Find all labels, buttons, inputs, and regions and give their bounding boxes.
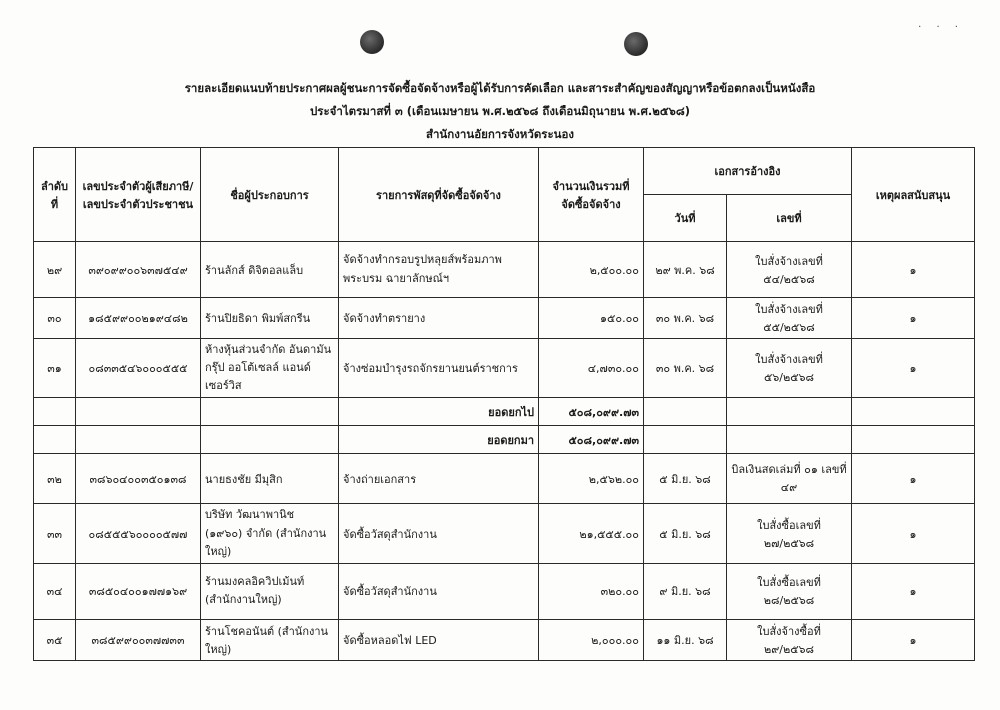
table-row <box>34 504 975 563</box>
cell-item: จ้างถ่ายเอกสาร <box>339 454 539 504</box>
col-header-item: รายการพัสดุที่จัดซื้อจัดจ้าง <box>339 148 539 242</box>
empty-cell <box>644 398 727 426</box>
cell-date: ๓๐ พ.ค. ๖๘ <box>644 298 727 339</box>
col-header-taxid <box>76 148 201 242</box>
cell-taxid: ๓๘๕๐๔๐๐๑๗๗๑๖๙ <box>76 563 201 619</box>
brought-forward-amount: ๕๐๘,๐๙๙.๗๓ <box>539 426 644 454</box>
cell-date: ๕ มิ.ย. ๖๘ <box>644 504 727 563</box>
cell-date: ๙ มิ.ย. ๖๘ <box>644 563 727 619</box>
cell-number: ใบสั่งซื้อเลขที่ ๒๗/๒๕๖๘ <box>727 504 852 563</box>
empty-cell <box>644 426 727 454</box>
cell-vendor: ร้านโชคอนันต์ (สำนักงานใหญ่) <box>201 619 339 660</box>
cell-number: ใบสั่งจ้างเลขที่ ๕๕/๒๕๖๘ <box>727 298 852 339</box>
cell-date: ๓๐ พ.ค. ๖๘ <box>644 339 727 398</box>
table-row <box>34 619 975 660</box>
empty-cell <box>76 426 201 454</box>
cell-taxid: ๓๙๐๙๙๐๐๖๓๗๕๔๙ <box>76 242 201 298</box>
empty-cell <box>201 398 339 426</box>
col-header-seq: ลำดับที่ <box>34 148 76 242</box>
cell-reason: ๑ <box>852 563 975 619</box>
cell-item: จัดจ้างทำกรอบรูปหลุยส์พร้อมภาพพระบรม ฉายาลักษณ์ฯ <box>339 242 539 298</box>
col-header-taxid-line2: เลขประจำตัวประชาชน <box>82 197 194 211</box>
table-row <box>34 339 975 398</box>
cell-reason: ๑ <box>852 454 975 504</box>
empty-cell <box>201 426 339 454</box>
cell-seq: ๓๒ <box>34 454 76 504</box>
cell-taxid: ๓๘๖๐๔๐๐๓๕๐๑๓๘ <box>76 454 201 504</box>
empty-cell <box>852 398 975 426</box>
col-header-vendor: ชื่อผู้ประกอบการ <box>201 148 339 242</box>
cell-item: จัดซื้อวัสดุสำนักงาน <box>339 504 539 563</box>
cell-number: บิลเงินสดเล่มที่ ๐๑ เลขที่ ๔๙ <box>727 454 852 504</box>
cell-taxid: ๓๘๕๙๙๐๐๓๗๗๓๓ <box>76 619 201 660</box>
table-row <box>34 298 975 339</box>
col-header-reason: เหตุผลสนับสนุน <box>852 148 975 242</box>
col-header-taxid-line1: เลขประจำตัวผู้เสียภาษี/ <box>82 179 194 193</box>
punch-hole-right <box>624 32 648 56</box>
cell-date: ๑๑ มิ.ย. ๖๘ <box>644 619 727 660</box>
table-row <box>34 242 975 298</box>
procurement-table <box>33 147 975 661</box>
cell-vendor: ร้านลักส์ ดิจิตอลแล็บ <box>201 242 339 298</box>
col-header-amount-line2: จัดซื้อจัดจ้าง <box>561 197 621 211</box>
cell-item: จัดซื้อวัสดุสำนักงาน <box>339 563 539 619</box>
empty-cell <box>852 426 975 454</box>
document-title: รายละเอียดแนบท้ายประกาศผลผู้ชนะการจัดซื้อจัดจ้างหรือผู้ได้รับการคัดเลือก และสาระสำคัญของสัญญาหรือข้อตกลงเป็นหนังสือ <box>184 81 816 95</box>
col-header-amount <box>539 148 644 242</box>
cell-number: ใบสั่งจ้างเลขที่ ๕๖/๒๕๖๘ <box>727 339 852 398</box>
brought-forward-label: ยอดยกมา <box>339 426 539 454</box>
cell-vendor: ร้านมงคลอิควิปเม้นท์ (สำนักงานใหญ่) <box>201 563 339 619</box>
col-header-number: เลขที่ <box>727 195 852 242</box>
cell-item: จ้างซ่อมบำรุงรถจักรยานยนต์ราชการ <box>339 339 539 398</box>
cell-number: ใบสั่งจ้างเลขที่ ๕๔/๒๕๖๘ <box>727 242 852 298</box>
carry-forward-row <box>34 398 975 426</box>
cell-seq: ๓๐ <box>34 298 76 339</box>
brought-forward-row <box>34 426 975 454</box>
cell-vendor: ร้านปิยธิดา พิมพ์สกรีน <box>201 298 339 339</box>
cell-amount: ๔,๗๓๐.๐๐ <box>539 339 644 398</box>
punch-hole-left <box>360 30 384 54</box>
cell-reason: ๑ <box>852 339 975 398</box>
cell-taxid: ๐๘๓๓๕๔๖๐๐๐๕๕๕ <box>76 339 201 398</box>
cell-item: จัดจ้างทำตรายาง <box>339 298 539 339</box>
carry-forward-label: ยอดยกไป <box>339 398 539 426</box>
empty-cell <box>727 398 852 426</box>
table-row <box>34 563 975 619</box>
empty-cell <box>727 426 852 454</box>
scan-specks: · · · <box>918 22 964 33</box>
cell-number: ใบสั่งจ้างซื้อที่ ๒๙/๒๕๖๘ <box>727 619 852 660</box>
empty-cell <box>76 398 201 426</box>
empty-cell <box>34 426 76 454</box>
cell-reason: ๑ <box>852 242 975 298</box>
table-row <box>34 454 975 504</box>
cell-amount: ๑๕๐.๐๐ <box>539 298 644 339</box>
cell-seq: ๓๑ <box>34 339 76 398</box>
cell-seq: ๒๙ <box>34 242 76 298</box>
cell-taxid: ๑๘๕๙๙๐๐๒๑๙๔๘๒ <box>76 298 201 339</box>
cell-reason: ๑ <box>852 619 975 660</box>
document-agency: สำนักงานอัยการจังหวัดระนอง <box>425 127 575 141</box>
col-header-refdoc: เอกสารอ้างอิง <box>644 148 852 195</box>
cell-reason: ๑ <box>852 504 975 563</box>
cell-amount: ๒๑,๕๕๕.๐๐ <box>539 504 644 563</box>
col-header-date: วันที่ <box>644 195 727 242</box>
cell-amount: ๒,๕๖๒.๐๐ <box>539 454 644 504</box>
cell-seq: ๓๓ <box>34 504 76 563</box>
document-period: ประจำไตรมาสที่ ๓ (เดือนเมษายน พ.ศ.๒๕๖๘ ถึงเดือนมิถุนายน พ.ศ.๒๕๖๘) <box>310 104 690 118</box>
cell-date: ๒๙ พ.ค. ๖๘ <box>644 242 727 298</box>
cell-vendor: บริษัท วัฒนาพานิช (๑๙๖๐) จำกัด (สำนักงานใหญ่) <box>201 504 339 563</box>
cell-amount: ๒,๐๐๐.๐๐ <box>539 619 644 660</box>
col-header-amount-line1: จำนวนเงินรวมที่ <box>552 179 630 193</box>
cell-vendor: ห้างหุ้นส่วนจำกัด อันดามัน กรุ๊ป ออโต้เซลล์ แอนด์ เซอร์วิส <box>201 339 339 398</box>
cell-reason: ๑ <box>852 298 975 339</box>
empty-cell <box>34 398 76 426</box>
cell-date: ๕ มิ.ย. ๖๘ <box>644 454 727 504</box>
cell-seq: ๓๕ <box>34 619 76 660</box>
cell-amount: ๓๒๐.๐๐ <box>539 563 644 619</box>
cell-taxid: ๐๘๕๕๕๖๐๐๐๐๕๗๗ <box>76 504 201 563</box>
cell-item: จัดซื้อหลอดไฟ LED <box>339 619 539 660</box>
cell-amount: ๒,๕๐๐.๐๐ <box>539 242 644 298</box>
cell-seq: ๓๔ <box>34 563 76 619</box>
carry-forward-amount: ๕๐๘,๐๙๙.๗๓ <box>539 398 644 426</box>
cell-number: ใบสั่งซื้อเลขที่ ๒๘/๒๕๖๘ <box>727 563 852 619</box>
cell-vendor: นายธงชัย มีมุสิก <box>201 454 339 504</box>
